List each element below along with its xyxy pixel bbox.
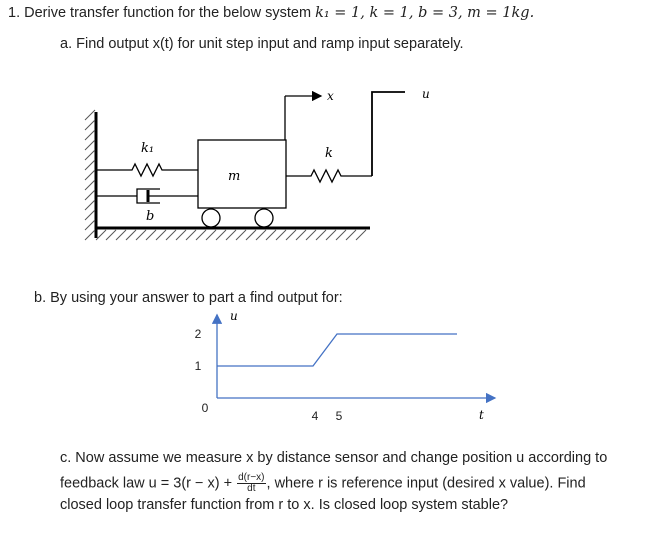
y-tick-label: 1 <box>194 359 202 373</box>
k1-label: k₁ <box>141 141 155 156</box>
feedback-law-prefix: feedback law u = 3(r − x) + <box>60 475 233 492</box>
part-a-text: a. Find output x(t) for unit step input and ramp input separately. <box>60 36 464 52</box>
part-c-line-1: c. Now assume we measure x by distance sensor and change position u according to <box>60 450 608 466</box>
m-label: m <box>228 169 241 184</box>
u-label: u <box>422 87 430 101</box>
fraction-denominator: dt <box>247 483 256 494</box>
x-tick-label: 4 <box>311 409 319 423</box>
part-b-text: b. By using your answer to part a find output for: <box>34 290 343 306</box>
part-c-line-3: closed loop transfer function from r to x. Is closed loop system stable? <box>60 497 509 513</box>
fraction-numerator: d(r−x) <box>238 472 265 483</box>
derivative-fraction <box>237 473 265 494</box>
b-label: b <box>146 209 155 224</box>
x-axis-label: t <box>479 408 484 422</box>
u-signal-line <box>217 334 457 366</box>
heading-text: 1. Derive transfer function for the below system <box>8 5 312 21</box>
params-text: k₁ = 1, k = 1, b = 3, m = 1kg. <box>315 5 535 21</box>
feedback-law-suffix: , where r is reference input (desired x value). Find <box>266 475 586 492</box>
k-label: k <box>325 146 333 161</box>
x-tick-label: 5 <box>335 409 343 423</box>
part-c-line-2 <box>60 473 586 494</box>
x-label: x <box>327 89 334 103</box>
x-tick-label: 0 <box>201 401 209 415</box>
y-tick-label: 2 <box>194 327 202 341</box>
y-axis-label: u <box>230 308 238 323</box>
